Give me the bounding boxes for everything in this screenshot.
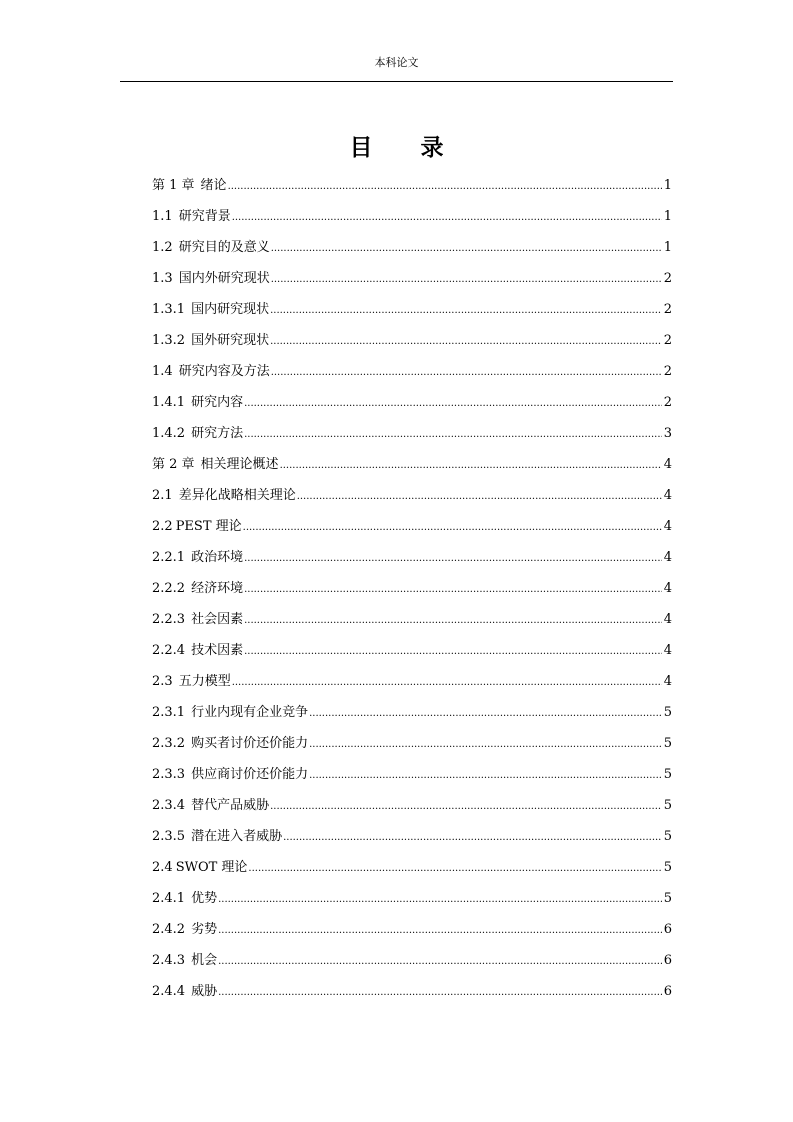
toc-entry-title: 替代产品威胁: [191, 798, 270, 813]
toc-entry-page: 4: [663, 612, 672, 627]
toc-entry-page: 6: [663, 953, 672, 968]
toc-dot-leader: [270, 298, 662, 324]
header-rule: [120, 81, 673, 82]
toc-entry-number: 2.4.4: [152, 984, 186, 999]
toc-entry-number: 2.3.2: [152, 736, 186, 751]
toc-entry-label: [152, 328, 270, 354]
toc-dot-leader: [283, 825, 662, 851]
toc-entry-page: 1: [663, 209, 672, 224]
toc-entry-number: 2.3.1: [152, 705, 186, 720]
running-header: 本科论文: [374, 56, 419, 69]
toc-entry-page: 2: [663, 364, 672, 379]
toc-entry[interactable]: [152, 545, 672, 576]
toc-entry-title: 社会因素: [191, 612, 244, 627]
toc-entry-title: 劣势: [191, 922, 218, 937]
toc-entry[interactable]: [152, 886, 672, 917]
toc-entry-label: [152, 824, 283, 850]
toc-entry-page: 4: [663, 581, 672, 596]
toc-entry[interactable]: [152, 762, 672, 793]
toc-entry[interactable]: [152, 948, 672, 979]
toc-entry[interactable]: [152, 297, 672, 328]
toc-entry-title: 研究内容及方法: [178, 364, 270, 379]
toc-entry-label: [152, 297, 270, 323]
toc-entry-number: 1.3.2: [152, 333, 186, 348]
toc-entry-label: [152, 979, 218, 1005]
toc-entry-label: [152, 204, 232, 230]
toc-dot-leader: [270, 329, 662, 355]
toc-entry[interactable]: [152, 390, 672, 421]
toc-entry-title: 五力模型: [178, 674, 231, 689]
toc-entry-number: 1.4.1: [152, 395, 186, 410]
toc-entry-title: 研究方法: [191, 426, 244, 441]
toc-entry-page: 6: [663, 922, 672, 937]
toc-entry[interactable]: [152, 607, 672, 638]
toc-dot-leader: [244, 422, 662, 448]
toc-entry-page: 2: [663, 395, 672, 410]
toc-entry-number: 2.4: [152, 860, 173, 875]
toc-entry-number: 2.2.2: [152, 581, 186, 596]
toc-dot-leader: [218, 949, 662, 975]
toc-entry[interactable]: [152, 421, 672, 452]
toc-entry-page: 4: [663, 488, 672, 503]
toc-dot-leader: [309, 701, 662, 727]
toc-entry-label: [152, 731, 309, 757]
toc-entry[interactable]: [152, 452, 672, 483]
toc-dot-leader: [244, 608, 662, 634]
toc-dot-leader: [271, 236, 662, 262]
toc-dot-leader: [218, 980, 662, 1006]
toc-entry-title: PEST 理论: [175, 519, 242, 534]
toc-entry-title: 国外研究现状: [191, 333, 270, 348]
toc-entry-label: [152, 359, 271, 385]
toc-dot-leader: [218, 918, 662, 944]
toc-entry-number: 1.3.1: [152, 302, 186, 317]
toc-entry-label: [152, 452, 280, 478]
toc-entry-page: 4: [663, 519, 672, 534]
toc-entry-label: [152, 235, 271, 261]
toc-entry[interactable]: [152, 731, 672, 762]
toc-entry-number: 2.3: [152, 674, 173, 689]
toc-dot-leader: [243, 515, 662, 541]
toc-entry[interactable]: [152, 917, 672, 948]
toc-entry-title: 行业内现有企业竞争: [191, 705, 309, 720]
toc-entry-title: 相关理论概述: [200, 457, 279, 472]
toc-entry-title: 研究目的及意义: [178, 240, 270, 255]
toc-entry-number: 2.2: [152, 519, 173, 534]
toc-entry-number: 2.4.1: [152, 891, 186, 906]
toc-dot-leader: [271, 267, 662, 293]
toc-entry-page: 5: [663, 736, 672, 751]
toc-entry-page: 4: [663, 643, 672, 658]
toc-entry-label: [152, 855, 248, 881]
toc-entry-number: 2.1: [152, 488, 173, 503]
toc-entry-title: 供应商讨价还价能力: [191, 767, 309, 782]
toc-entry[interactable]: [152, 669, 672, 700]
toc-entry-number: 2.2.3: [152, 612, 186, 627]
toc-entry-label: [152, 948, 218, 974]
toc-entry-page: 5: [663, 767, 672, 782]
toc-entry[interactable]: [152, 979, 672, 1010]
toc-entry-page: 2: [663, 271, 672, 286]
table-of-contents: [152, 173, 672, 1010]
toc-entry-label: [152, 173, 228, 199]
toc-entry-number: 2.3.5: [152, 829, 186, 844]
toc-entry[interactable]: [152, 700, 672, 731]
toc-entry-title: 研究内容: [191, 395, 244, 410]
toc-entry-label: [152, 793, 270, 819]
toc-entry-label: [152, 483, 297, 509]
toc-entry-number: 第 2 章: [152, 457, 195, 472]
toc-entry-label: [152, 917, 218, 943]
toc-entry[interactable]: [152, 173, 672, 204]
toc-dot-leader: [244, 639, 662, 665]
toc-entry-page: 5: [663, 860, 672, 875]
toc-entry-title: 技术因素: [191, 643, 244, 658]
toc-entry[interactable]: [152, 514, 672, 545]
toc-dot-leader: [232, 670, 662, 696]
toc-entry-number: 2.2.4: [152, 643, 186, 658]
toc-entry-page: 3: [663, 426, 672, 441]
toc-entry-page: 5: [663, 798, 672, 813]
toc-entry-title: 政治环境: [191, 550, 244, 565]
toc-entry-label: [152, 607, 244, 633]
toc-entry-number: 2.4.3: [152, 953, 186, 968]
toc-entry-page: 4: [663, 674, 672, 689]
toc-entry-number: 2.2.1: [152, 550, 186, 565]
toc-dot-leader: [297, 484, 662, 510]
toc-entry-title: 潜在进入者威胁: [191, 829, 283, 844]
toc-entry-label: [152, 545, 244, 571]
toc-entry-number: 1.3: [152, 271, 173, 286]
toc-entry-title: 经济环境: [191, 581, 244, 596]
toc-entry-title: 差异化战略相关理论: [178, 488, 296, 503]
toc-entry-page: 2: [663, 302, 672, 317]
toc-entry-page: 4: [663, 550, 672, 565]
toc-dot-leader: [280, 453, 662, 479]
toc-entry-title: 国内外研究现状: [178, 271, 270, 286]
toc-entry-page: 5: [663, 829, 672, 844]
toc-dot-leader: [309, 732, 662, 758]
toc-entry-number: 2.3.3: [152, 767, 186, 782]
toc-dot-leader: [244, 546, 662, 572]
toc-entry-title: 研究背景: [178, 209, 231, 224]
toc-dot-leader: [271, 360, 662, 386]
toc-entry-label: [152, 669, 232, 695]
toc-dot-leader: [270, 794, 662, 820]
toc-entry[interactable]: [152, 824, 672, 855]
toc-entry-page: 4: [663, 457, 672, 472]
toc-entry[interactable]: [152, 204, 672, 235]
toc-entry-label: [152, 266, 271, 292]
toc-entry-label: [152, 421, 244, 447]
toc-entry-number: 1.1: [152, 209, 173, 224]
toc-entry-label: [152, 700, 309, 726]
toc-entry[interactable]: [152, 483, 672, 514]
toc-entry-label: [152, 390, 244, 416]
toc-title: 目 录: [349, 135, 464, 161]
toc-entry-number: 2.4.2: [152, 922, 186, 937]
toc-entry-page: 1: [663, 178, 672, 193]
toc-entry-title: 购买者讨价还价能力: [191, 736, 309, 751]
toc-entry[interactable]: [152, 359, 672, 390]
toc-dot-leader: [244, 577, 662, 603]
toc-entry-number: 1.4.2: [152, 426, 186, 441]
toc-entry-page: 1: [663, 240, 672, 255]
toc-entry-number: 1.4: [152, 364, 173, 379]
toc-dot-leader: [309, 763, 662, 789]
toc-entry-number: 1.2: [152, 240, 173, 255]
toc-entry-page: 2: [663, 333, 672, 348]
toc-entry[interactable]: [152, 793, 672, 824]
toc-dot-leader: [232, 205, 662, 231]
toc-entry-label: [152, 638, 244, 664]
toc-entry[interactable]: [152, 576, 672, 607]
toc-dot-leader: [248, 856, 661, 882]
toc-entry-label: [152, 514, 243, 540]
toc-entry-page: 5: [663, 705, 672, 720]
toc-entry-title: 机会: [191, 953, 218, 968]
toc-entry-number: 第 1 章: [152, 178, 195, 193]
toc-dot-leader: [218, 887, 662, 913]
toc-entry-page: 5: [663, 891, 672, 906]
toc-entry-title: 绪论: [200, 178, 227, 193]
toc-entry-label: [152, 576, 244, 602]
toc-entry-page: 6: [663, 984, 672, 999]
toc-entry-title: 威胁: [191, 984, 218, 999]
toc-entry-title: 优势: [191, 891, 218, 906]
toc-entry-title: SWOT 理论: [175, 860, 248, 875]
toc-entry-label: [152, 886, 218, 912]
toc-entry-number: 2.3.4: [152, 798, 186, 813]
toc-entry-label: [152, 762, 309, 788]
toc-entry-title: 国内研究现状: [191, 302, 270, 317]
toc-entry[interactable]: [152, 855, 672, 886]
toc-entry[interactable]: [152, 638, 672, 669]
toc-entry[interactable]: [152, 235, 672, 266]
toc-dot-leader: [244, 391, 662, 417]
toc-dot-leader: [228, 174, 662, 200]
toc-entry[interactable]: [152, 266, 672, 297]
toc-entry[interactable]: [152, 328, 672, 359]
